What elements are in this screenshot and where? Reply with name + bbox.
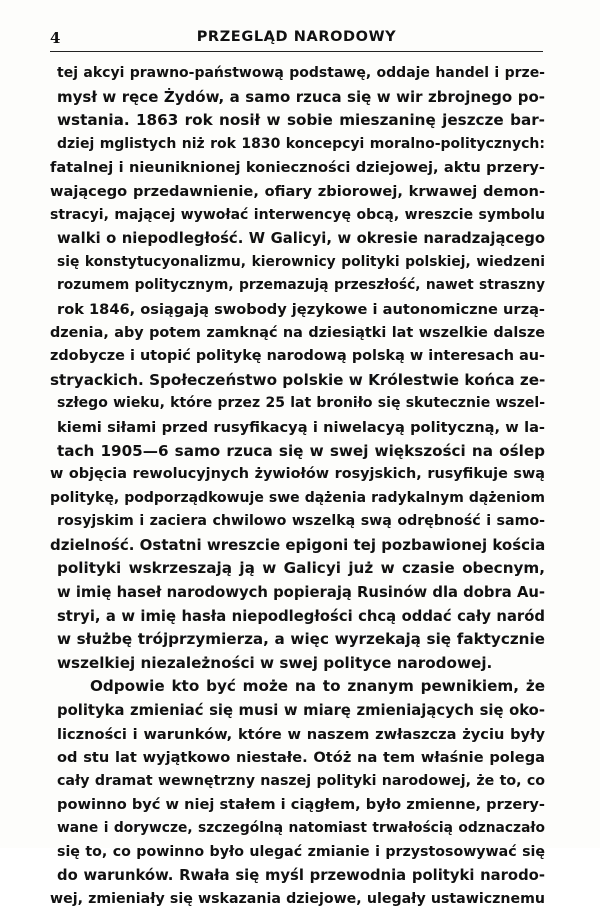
- text-line: stryackich. Społeczeństwo polskie w Królestwie końca ze-: [50, 370, 545, 389]
- text-line: zdobycze i utopić politykę narodową polską w interesach au-: [50, 348, 545, 365]
- text-line: tach 1905—6 samo rzuca się w swej większości na oślep: [57, 441, 545, 460]
- text-line: wstania. 1863 rok nosił w sobie mieszaninę jeszcze bar-: [57, 111, 545, 130]
- text-line: rosyjskim i zaciera chwilowo wszelką swą odrębność i samo-: [57, 513, 545, 530]
- text-line: dziej mglistych niż rok 1830 koncepcyi moralno-politycznych:: [57, 135, 545, 152]
- text-line: od stu lat wyjątkowo niestałe. Otóż na tem właśnie polega: [57, 749, 545, 767]
- text-line: się to, co powinno było ulegać zmianie i przystosowywać się: [57, 843, 545, 860]
- page-header: [50, 27, 543, 52]
- text-line: do warunków. Rwała się myśl przewodnia polityki narodo-: [57, 867, 545, 885]
- text-line: tej akcyi prawno-państwową podstawę, oddaje handel i prze-: [57, 65, 545, 81]
- text-line: rozumem politycznym, przemazują przeszłość, nawet straszny: [57, 277, 545, 294]
- text-line: liczności i warunków, które w naszem zwłaszcza życiu były: [57, 725, 545, 743]
- text-line: polityka zmieniać się musi w miarę zmieniających się oko-: [57, 702, 545, 720]
- text-line: powinno być w niej stałem i ciągłem, było zmienne, przery-: [57, 796, 545, 814]
- text-line: mysł w ręce Żydów, a samo rzuca się w wir zbrojnego po-: [57, 87, 545, 106]
- text-line: rok 1846, osiągają swobody językowe i autonomiczne urzą-: [57, 300, 545, 318]
- text-line: dzielność. Ostatni wreszcie epigoni tej pozbawionej kościa: [50, 535, 545, 554]
- text-line: w objęcia rewolucyjnych żywiołów rosyjskich, rusyfikuje swą: [50, 466, 545, 483]
- text-line: wającego przedawnienie, ofiary zbiorowej, krwawej demon-: [50, 182, 545, 200]
- paragraph-2: [50, 675, 545, 911]
- text-line: polityki wskrzeszają ją w Galicyi już w czasie obecnym,: [57, 559, 545, 578]
- text-line: stryi, a w imię hasła niepodległości chcą oddać cały naród: [57, 607, 545, 625]
- text-line: szłego wieku, które przez 25 lat broniło się skutecznie wszel-: [57, 395, 545, 412]
- text-line: kiemi siłami przed rusyfikacyą i niwelacyą polityczną, w la-: [57, 418, 545, 436]
- text-line: wej, zmieniały się wskazania dziejowe, ulegały ustawicznemu: [50, 890, 545, 907]
- text-line: Odpowie kto być może na to znanym pewnikiem, że: [90, 677, 545, 696]
- text-line: wszelkiej niezależności w swej polityce narodowej.: [57, 653, 493, 672]
- text-line: stracyi, mającej wywołać interwencyę obcą, wreszcie symbolu: [50, 206, 545, 223]
- text-line: politykę, podporządkowuje swe dążenia radykalnym dążeniom: [50, 489, 545, 506]
- text-line: wane i dorywcze, szczególną natomiast trwałością odznaczało: [57, 820, 545, 836]
- text-line: fatalnej i nieuniknionej konieczności dziejowej, aktu przery-: [50, 159, 545, 177]
- running-title: PRZEGLĄD NARODOWY: [196, 29, 397, 45]
- text-line: cały dramat wewnętrzny naszej polityki narodowej, że to, co: [57, 772, 545, 789]
- page-number: 4: [50, 29, 61, 47]
- text-line: się konstytucyonalizmu, kierownicy polityki polskiej, wiedzeni: [57, 253, 545, 270]
- text-line: w służbę trójprzymierza, a więc wyrzekają się faktycznie: [57, 630, 545, 649]
- paragraph-1: [50, 62, 545, 675]
- text-line: walki o niepodległość. W Galicyi, w okresie naradzającego: [57, 230, 545, 248]
- text-line: dzenia, aby potem zamknąć na dziesiątki lat wszelkie dalsze: [50, 324, 545, 341]
- body-text: [50, 62, 545, 911]
- text-line: w imię haseł narodowych popierają Rusinów dla dobra Au-: [57, 584, 545, 602]
